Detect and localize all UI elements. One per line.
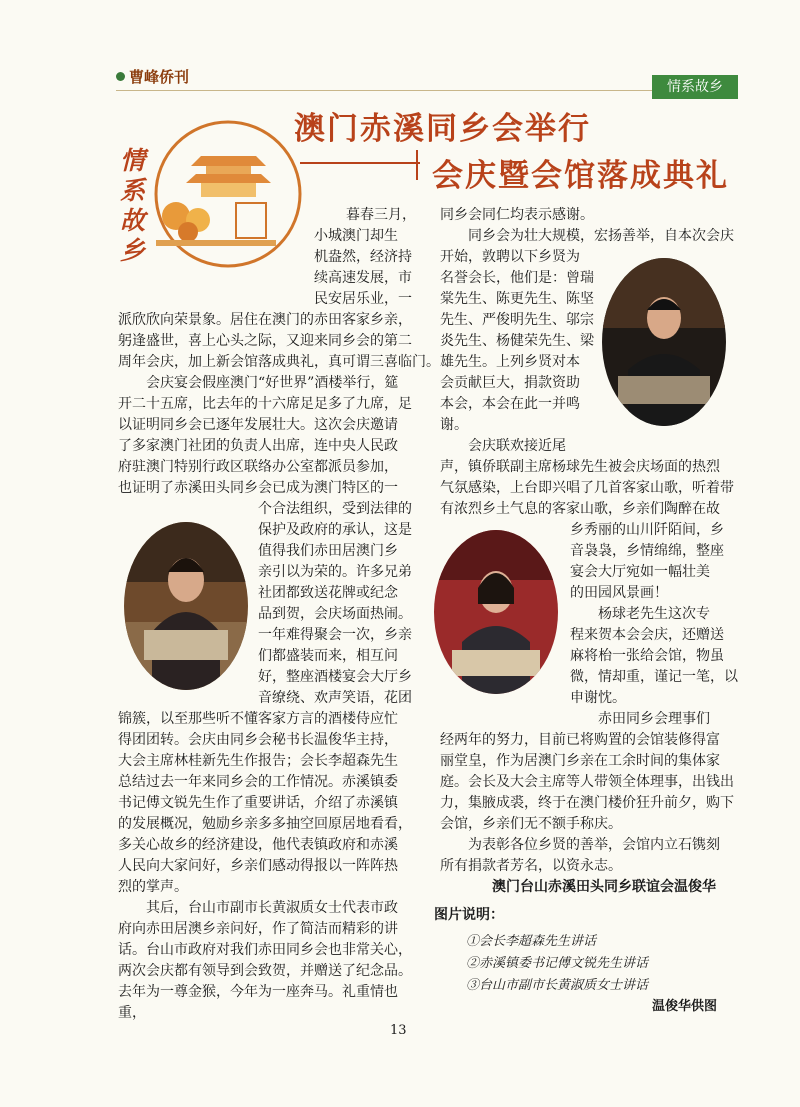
- paragraph-line: 得团团转。会庆由同乡会秘书长温俊华主持，: [118, 732, 398, 748]
- paragraph-line: 多关心故乡的经济建设，他代表镇政府和赤溪: [118, 837, 398, 853]
- photo-chairman-speech: [602, 258, 726, 426]
- header-rule: [116, 90, 736, 91]
- title-line-2: 会庆暨会馆落成典礼: [432, 158, 729, 194]
- photo-credit: 温俊华供图: [652, 999, 718, 1014]
- section-tag: 情系故乡: [652, 75, 738, 99]
- paragraph-line: 以证明同乡会已逐年发展壮大。这次会庆邀请: [118, 417, 398, 433]
- paragraph-line: 的发展概况，勉励乡亲多多抽空回原居地看看，: [118, 816, 412, 832]
- paragraph-line: 派欣欣向荣景象。居住在澳门的赤田客家乡亲，: [118, 312, 412, 328]
- paragraph-line: 同乡会为壮大规模，宏扬善举，自本次会庆: [468, 228, 734, 244]
- paragraph-line: 炎先生、杨健荣先生、梁: [440, 333, 594, 349]
- paragraph-line: 个合法组织，受到法律的: [258, 501, 412, 517]
- paragraph-line: 续高速发展，市: [314, 270, 412, 286]
- paragraph-line: 经两年的努力，目前已将购置的会馆装修得富: [440, 732, 720, 748]
- paragraph-line: 宴会大厅宛如一幅壮美: [570, 564, 710, 580]
- paragraph-line: 乡秀丽的山川阡陌间，乡: [570, 522, 724, 538]
- paragraph-line: 民安居乐业，一: [314, 291, 412, 307]
- paragraph-line: 大会主席林桂新先生作报告；会长李超森先生: [118, 753, 398, 769]
- paragraph-line: 会馆，乡亲们无不额手称庆。: [440, 816, 622, 832]
- magazine-name: 曹峰侨刊: [116, 66, 189, 87]
- title-rule-tick: [416, 150, 418, 180]
- paragraph-line: 声，镇侨联副主席杨球先生被会庆场面的热烈: [440, 459, 720, 475]
- paragraph-line: 谢。: [440, 417, 468, 433]
- paragraph-line: 丽堂皇，作为居澳门乡亲在工余时间的集体家: [440, 753, 720, 769]
- paragraph-line: 了多家澳门社团的负责人出席，连中央人民政: [118, 438, 398, 454]
- paragraph-line: 保护及政府的承认，这是: [258, 522, 412, 538]
- paragraph-line: 躬逢盛世，喜上心头之际，又迎来同乡会的第二: [118, 333, 412, 349]
- paragraph-line: 话。台山市政府对我们赤田同乡会也非常关心，: [118, 942, 412, 958]
- paragraph-line: 亲引以为荣的。许多兄弟: [258, 564, 412, 580]
- paragraph-line: 本会，本会在此一并鸣: [440, 396, 580, 412]
- paragraph-line: 微，情却重，谨记一笔，以: [570, 669, 738, 685]
- paragraph-line: 小城澳门却生: [314, 228, 398, 244]
- paragraph-line: 两次会庆都有领导到会致贺，并赠送了纪念品。: [118, 963, 412, 979]
- paragraph-line: 为表彰各位乡贤的善举，会馆内立石镌刻: [468, 837, 720, 853]
- paragraph-line: 雄先生。上列乡贤对本: [440, 354, 580, 370]
- paragraph-line: 音缭绕、欢声笑语，花团: [258, 690, 412, 706]
- caption-item: ③台山市副市长黄淑质女士讲话: [466, 978, 649, 993]
- paragraph-line: 申谢忱。: [570, 690, 626, 706]
- page-number: 13: [390, 1023, 407, 1038]
- paragraph-line: 值得我们赤田居澳门乡: [258, 543, 398, 559]
- bullet-icon: [116, 72, 125, 81]
- paragraph-line: 暮春三月，: [346, 207, 416, 223]
- paragraph-line: 同乡会同仁均表示感谢。: [440, 207, 594, 223]
- paragraph-line: 社团都致送花牌或纪念: [258, 585, 398, 601]
- paragraph-line: 人民向大家问好，乡亲们感动得报以一阵阵热: [118, 858, 398, 874]
- paragraph-line: 也证明了赤溪田头同乡会已成为澳门特区的一: [118, 480, 398, 496]
- paragraph-line: 开二十五席，比去年的十六席足足多了九席，足: [118, 396, 412, 412]
- paragraph-line: 气氛感染，上台即兴唱了几首客家山歌，听着带: [440, 480, 734, 496]
- paragraph-line: 名誉会长，他们是：曾瑞: [440, 270, 594, 286]
- paragraph-line: 其后，台山市副市长黄淑质女士代表市政: [146, 900, 398, 916]
- paragraph-line: 府向赤田居澳乡亲问好，作了简洁而精彩的讲: [118, 921, 398, 937]
- paragraph-line: 烈的掌声。: [118, 879, 188, 895]
- paragraph-line: 庭。会长及大会主席等人带领全体理事，出钱出: [440, 774, 734, 790]
- paragraph-line: 府驻澳门特别行政区联络办公室都派员参加，: [118, 459, 398, 475]
- paragraph-line: 有浓烈乡土气息的客家山歌，乡亲们陶醉在故: [440, 501, 720, 517]
- paragraph-line: 程来贺本会会庆，还赠送: [570, 627, 724, 643]
- paragraph-line: 一年难得聚会一次，乡亲: [258, 627, 412, 643]
- paragraph-line: 书记傅文锐先生作了重要讲话，介绍了赤溪镇: [118, 795, 398, 811]
- paragraph-line: 锦簇，以至那些听不懂客家方言的酒楼侍应忙: [118, 711, 398, 727]
- deco-vertical-text: 情系故乡: [120, 146, 146, 265]
- paragraph-line: 杨球老先生这次专: [598, 606, 710, 622]
- title-rule: [300, 162, 420, 164]
- paragraph-line: 麻将枱一张给会馆，物虽: [570, 648, 724, 664]
- photo-vice-mayor-speech: [124, 522, 248, 690]
- paragraph-line: 会贡献巨大，捐款资助: [440, 375, 580, 391]
- paragraph-line: 品到贺，会庆场面热闹。: [258, 606, 412, 622]
- paragraph-line: 们都盛装而来，相互问: [258, 648, 398, 664]
- caption-heading: 图片说明：: [434, 907, 504, 923]
- paragraph-line: 力，集腋成裘，终于在澳门楼价狂升前夕，购下: [440, 795, 734, 811]
- author-signature: 澳门台山赤溪田头同乡联谊会温俊华: [492, 879, 716, 895]
- paragraph-line: 所有捐款者芳名，以资永志。: [440, 858, 622, 874]
- paragraph-line: 去年为一尊金猴，今年为一座奔马。礼重情也重，: [118, 984, 398, 1021]
- paragraph-line: 会庆宴会假座澳门“好世界”酒楼举行，筵: [146, 375, 399, 391]
- paragraph-line: 开始，敦聘以下乡贤为: [440, 249, 580, 265]
- caption-item: ②赤溪镇委书记傅文锐先生讲话: [466, 956, 649, 971]
- paragraph-line: 赤田同乡会理事们: [598, 711, 710, 727]
- caption-item: ①会长李超森先生讲话: [466, 934, 597, 949]
- paragraph-line: 好，整座酒楼宴会大厅乡: [258, 669, 412, 685]
- paragraph-line: 会庆联欢接近尾: [468, 438, 566, 454]
- paragraph-line: 总结过去一年来同乡会的工作情况。赤溪镇委: [118, 774, 398, 790]
- paragraph-line: 棠先生、陈更先生、陈坚: [440, 291, 594, 307]
- paragraph-line: 音袅袅，乡情绵绵，整座: [570, 543, 724, 559]
- title-line-1: 澳门赤溪同乡会举行: [294, 111, 591, 147]
- paragraph-line: 周年会庆，加上新会馆落成典礼，真可谓三喜临门。: [118, 354, 440, 370]
- photo-town-secretary-speech: [434, 530, 558, 694]
- paragraph-line: 机盎然，经济持: [314, 249, 412, 265]
- paragraph-line: 先生、严俊明先生、邬宗: [440, 312, 594, 328]
- paragraph-line: 的田园风景画！: [570, 585, 668, 601]
